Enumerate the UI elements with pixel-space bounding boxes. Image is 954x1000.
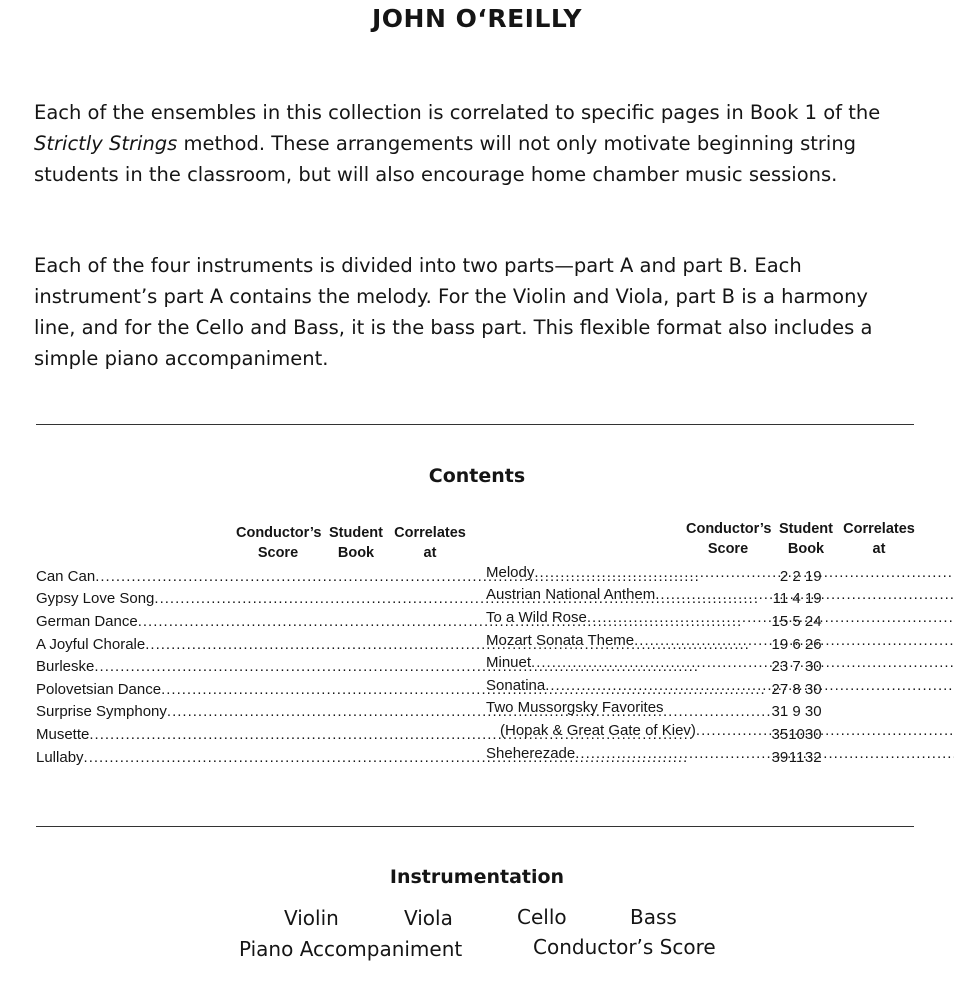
entry-leader — [486, 609, 954, 626]
conductor-score-page: 2 — [779, 567, 789, 585]
entry-title: Mozart Sonata Theme — [486, 631, 635, 649]
student-book-page: 10 — [788, 725, 805, 743]
entry-title: Gypsy Love Song — [36, 590, 155, 608]
conductor-score-page: 23 — [771, 658, 789, 676]
dot-leader — [696, 722, 954, 739]
student-book-page: 6 — [792, 635, 801, 653]
correlates-at-page: 30 — [804, 703, 822, 721]
entry-title: Sonatina — [486, 676, 546, 694]
entry-leader — [486, 654, 954, 671]
contents-heading: Contents — [428, 465, 526, 487]
dot-leader — [655, 586, 954, 603]
contents-row — [486, 606, 954, 629]
student-book-page: 9 — [792, 703, 801, 721]
entry-title: Can Can — [36, 567, 96, 585]
entry-title: (Hopak & Great Gate of Kiev) — [500, 721, 696, 739]
right-header-conductor-score — [686, 519, 770, 559]
entry-title: Minuet — [486, 654, 532, 672]
dot-leader — [531, 654, 954, 671]
header-line: Score — [707, 541, 749, 557]
header-line: at — [423, 545, 437, 561]
correlates-at-page: 32 — [804, 748, 822, 766]
correlates-at-page: 30 — [804, 680, 822, 698]
intro-p1-end: method. These arrangements will not only motivate beginning string students in the classroom, but will also encourage home chamber music sessions. — [34, 132, 857, 186]
header-line: Conductor’s — [686, 521, 772, 537]
header-line: Correlates — [394, 525, 466, 541]
header-line: Score — [257, 545, 299, 561]
entry-title: Melody — [486, 563, 535, 581]
contents-row — [486, 629, 954, 652]
header-line: Book — [337, 545, 375, 561]
header-line: at — [872, 541, 886, 557]
instrumentation-heading: Instrumentation — [389, 866, 565, 888]
contents-entry — [486, 697, 954, 720]
header-line: Conductor’s — [236, 525, 322, 541]
header-line: Book — [787, 541, 825, 557]
correlates-at-page: 30 — [804, 658, 822, 676]
contents-row — [486, 719, 954, 742]
contents-row — [486, 742, 954, 765]
bottom-divider — [36, 826, 914, 827]
top-divider — [36, 424, 914, 425]
dot-leader — [575, 745, 954, 762]
instrument-violin: Violin — [284, 906, 339, 930]
instrument-viola: Viola — [404, 906, 453, 930]
entry-title: Lullaby — [36, 748, 84, 766]
intro-paragraph-2: Each of the four instruments is divided into two parts—part A and part B. Each instrument’s part A contains the melody. For the Violin and Viola, part B is a harmony line, and for the Cello and Bass, it is the bass part. This flexible format also includes a simple piano accompaniment. — [34, 254, 873, 370]
conductor-score-page: 19 — [771, 635, 789, 653]
entry-leader — [486, 586, 954, 603]
instrument-conductors-score: Conductor’s Score — [533, 935, 716, 959]
correlates-at-page: 26 — [804, 635, 822, 653]
contents-entry — [486, 719, 954, 742]
header-line: Correlates — [843, 521, 915, 537]
right-header-correlates-at — [843, 519, 915, 559]
page-title: JOHN O‘REILLY — [371, 4, 583, 33]
dot-leader — [634, 632, 954, 649]
contents-row — [486, 674, 954, 697]
conductor-score-page: 35 — [771, 725, 789, 743]
conductor-score-page: 39 — [771, 748, 789, 766]
contents-row — [486, 651, 954, 674]
dot-leader — [534, 564, 954, 581]
contents-row — [486, 584, 954, 607]
right-header-student-book — [776, 519, 836, 559]
contents-entry — [486, 606, 954, 629]
contents-entry — [486, 629, 954, 652]
correlates-at-page: 19 — [804, 590, 822, 608]
left-header-conductor-score — [236, 523, 320, 563]
conductor-score-page: 27 — [771, 680, 789, 698]
contents-row — [486, 697, 954, 720]
instrument-piano-accompaniment: Piano Accompaniment — [239, 937, 463, 961]
intro-p1-start: Each of the ensembles in this collection is correlated to specific pages in Book 1 of the — [34, 101, 881, 124]
header-line: Student — [329, 525, 383, 541]
student-book-page: 11 — [788, 748, 805, 766]
dot-leader — [587, 609, 954, 626]
student-book-page: 7 — [792, 658, 801, 676]
contents-entry — [486, 651, 954, 674]
conductor-score-page: 11 — [772, 590, 789, 608]
entry-title: A Joyful Chorale — [36, 635, 146, 653]
entry-title: Sheherezade — [486, 744, 576, 762]
correlates-at-page: 24 — [804, 612, 822, 630]
contents-entry — [486, 561, 954, 584]
entry-title: To a Wild Rose — [486, 608, 587, 626]
entry-leader — [486, 632, 954, 649]
left-header-correlates-at — [393, 523, 467, 563]
entry-leader — [486, 699, 954, 716]
contents-row — [486, 561, 954, 584]
entry-title: German Dance — [36, 612, 138, 630]
entry-title: Surprise Symphony — [36, 703, 167, 721]
correlates-at-page: 19 — [804, 567, 822, 585]
student-book-page: 2 — [792, 567, 801, 585]
contents-entry — [486, 742, 954, 765]
contents-entry — [486, 584, 954, 607]
student-book-page: 8 — [792, 680, 801, 698]
instrument-cello: Cello — [517, 905, 567, 929]
entry-title: Polovetsian Dance — [36, 680, 162, 698]
book-title-italic: Strictly Strings — [34, 132, 178, 155]
contents-table-right — [486, 561, 954, 764]
entry-leader — [486, 722, 954, 739]
correlates-at-page: 30 — [804, 725, 822, 743]
intro-paragraph-1 — [34, 97, 914, 190]
entry-title: Musette — [36, 725, 90, 743]
entry-title: Two Mussorgsky Favorites — [486, 699, 664, 717]
conductor-score-page: 31 — [771, 703, 789, 721]
instrument-bass: Bass — [630, 905, 677, 929]
student-book-page: 4 — [792, 590, 801, 608]
header-line: Student — [779, 521, 833, 537]
student-book-page: 5 — [792, 612, 801, 630]
entry-leader — [486, 564, 954, 581]
entry-leader — [486, 745, 954, 762]
conductor-score-page: 15 — [771, 612, 789, 630]
entry-leader — [486, 677, 954, 694]
left-header-student-book — [326, 523, 386, 563]
dot-leader — [545, 677, 954, 694]
contents-entry — [486, 674, 954, 697]
entry-title: Austrian National Anthem — [486, 586, 656, 604]
entry-title: Burleske — [36, 658, 95, 676]
